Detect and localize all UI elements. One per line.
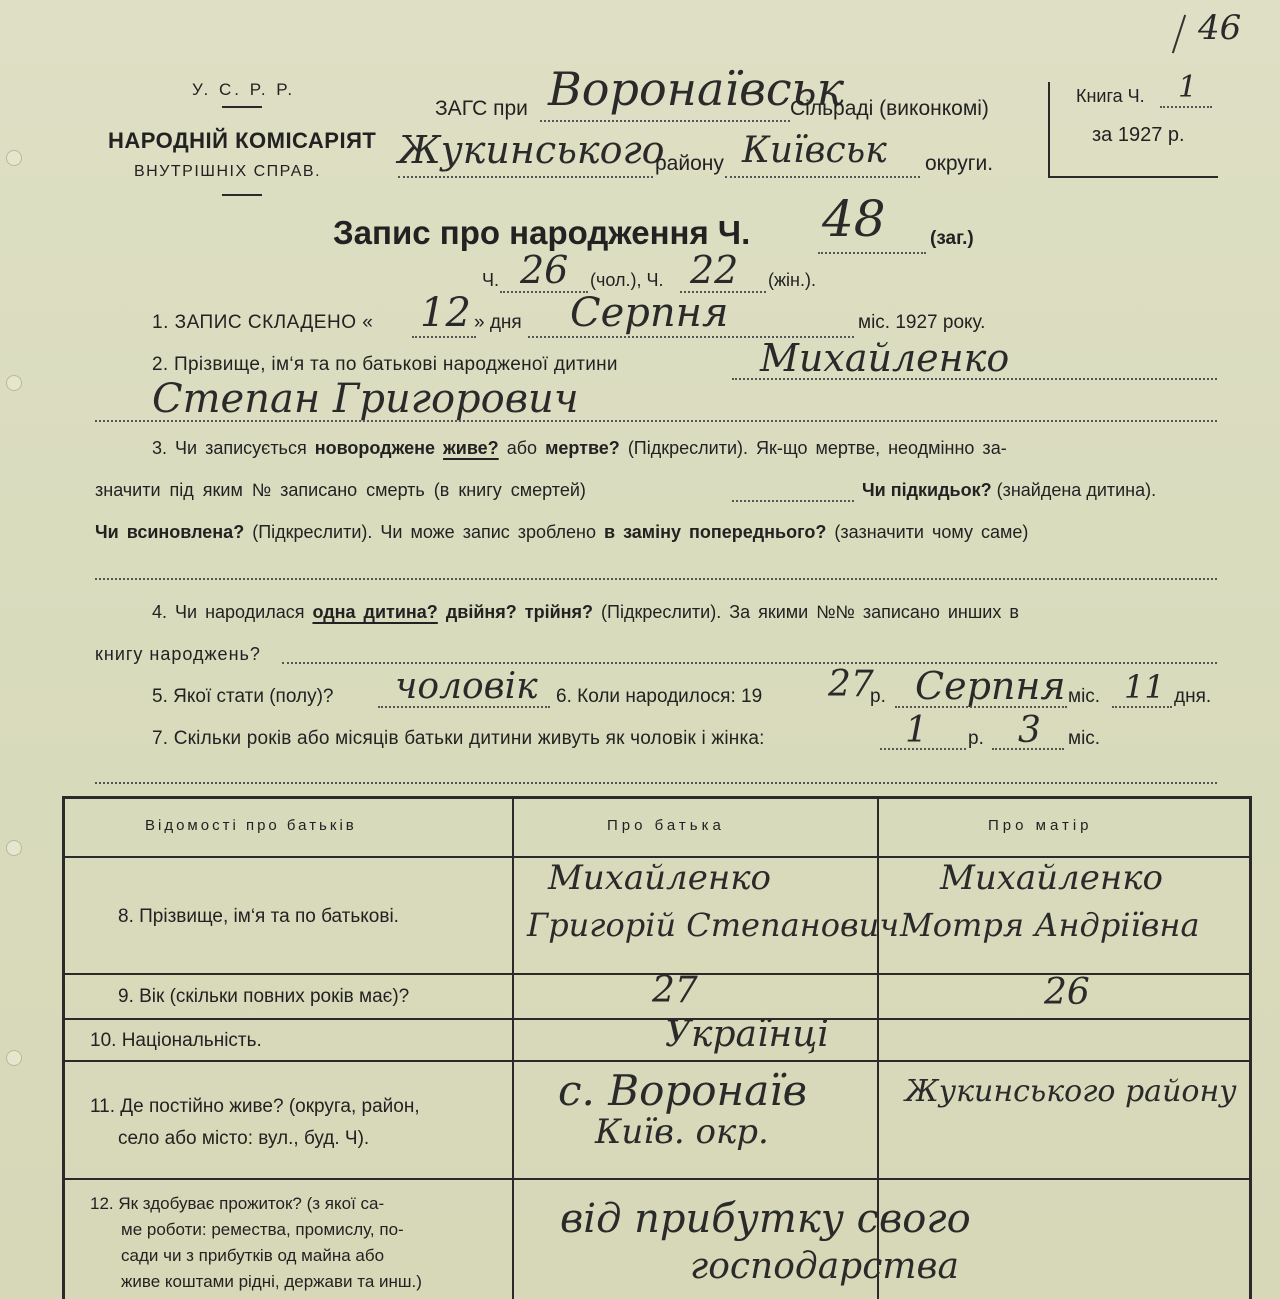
item7-years-line (880, 748, 966, 750)
binder-hole (6, 840, 22, 856)
item3-line3 (95, 522, 1028, 543)
item1-day-line (412, 336, 476, 338)
page-title: Запис про народження Ч. (333, 214, 751, 251)
item7-mis: міс. (1068, 728, 1101, 749)
item1-end: міс. 1927 року. (858, 312, 986, 333)
table-border-top (62, 796, 1252, 799)
okruha-handwriting: Київськ (742, 130, 887, 171)
item6-mis: міс. (1068, 686, 1101, 707)
item3-replacement: в заміну попереднього? (604, 522, 827, 542)
page-number: 46 (1198, 8, 1242, 48)
item3-line2-a: значити під яким № записано смерть (в книгу смертей) (95, 480, 586, 500)
item7-r: р. (968, 728, 984, 749)
row8-mother-name: Мотря Андріївна (900, 906, 1200, 944)
commissariat-label: НАРОДНІЙ КОМІСАРІЯТ (108, 128, 377, 153)
item6-month-line (895, 706, 1067, 708)
item3-line2-b (862, 480, 1156, 501)
row8-mother-surname: Михайленко (940, 858, 1163, 898)
row8-label: 8. Прізвище, ім‘я та по батькові. (118, 906, 399, 927)
row11-father-okruha: Київ. окр. (595, 1112, 769, 1152)
row12-income-line1: від прибутку свого (560, 1196, 971, 1242)
item7-label: 7. Скільки років або місяців батьки дитини живуть як чоловік і жінка: (152, 728, 765, 749)
item7-months-line (992, 748, 1064, 750)
okruha-line (725, 176, 920, 178)
item6-year-handwriting: 27 (828, 664, 874, 705)
title-suffix: (заг.) (930, 228, 974, 249)
row8-father-surname: Михайленко (548, 858, 771, 898)
item4-text-a: 4. Чи народилася (152, 602, 305, 622)
item1-mid: » дня (474, 312, 522, 333)
item4-blank-line (282, 662, 1217, 664)
item4-triplets: трійня? (524, 602, 594, 622)
record-number-line (818, 252, 926, 254)
item1-day-handwriting: 12 (420, 290, 471, 336)
row11-mother-district: Жукинського району (905, 1074, 1237, 1109)
female-label: (жін.). (768, 270, 816, 290)
row9-father-age: 27 (652, 970, 698, 1011)
okruha-label: округи. (925, 152, 994, 175)
male-label: (чол.), Ч. (590, 270, 664, 290)
item2-surname-handwriting: Михайленко (760, 336, 1010, 380)
male-count-handwriting: 26 (520, 248, 569, 292)
item7-months-handwriting: 3 (1018, 710, 1041, 751)
item6-dnya: дня. (1174, 686, 1212, 707)
item3-text-k: (Підкреслити). Чи може запис зроблено (252, 522, 596, 542)
record-number-handwriting: 48 (822, 190, 886, 248)
sub-ch-label: Ч. (482, 270, 499, 290)
row10-label: 10. Національність. (90, 1030, 262, 1051)
row11-father-village: с. Воронаїв (558, 1066, 808, 1115)
book-year: за 1927 р. (1092, 124, 1185, 146)
header-divider (222, 106, 262, 108)
republic-label: У. С. Р. Р. (192, 80, 296, 99)
table-header-father: Про батька (607, 817, 725, 834)
item3-text-f: (Підкреслити). Як-що мертве, неодмінно за- (627, 438, 1007, 458)
row12-label-line3: сади чи з прибутків од майна або (121, 1246, 385, 1265)
row9-mother-age: 26 (1044, 972, 1090, 1013)
binder-hole (6, 375, 22, 391)
row11-label-line1: 11. Де постійно живе? (округа, район, (90, 1096, 420, 1117)
item7-blank-line (95, 782, 1217, 784)
item2-name-line (95, 420, 1217, 422)
book-number-handwriting: 1 (1178, 70, 1198, 105)
row12-label-line1: 12. Як здобуває прожиток? (з якої са- (90, 1194, 385, 1213)
department-label: ВНУТРІШНІХ СПРАВ. (134, 163, 322, 180)
binder-hole (6, 1050, 22, 1066)
page-number-stroke (1172, 15, 1186, 54)
header-divider (222, 194, 262, 196)
table-border-left (62, 796, 65, 1299)
item4-line2: книгу народжень? (95, 644, 261, 664)
item6-day-line (1112, 706, 1172, 708)
item3-blank-line (95, 578, 1217, 580)
item3-text-a: 3. Чи записується (152, 438, 307, 458)
row10-nationality: Українці (665, 1014, 829, 1055)
row12-income-line2: господарства (690, 1246, 959, 1287)
district-label: району (655, 152, 724, 175)
book-number-line (1160, 106, 1212, 108)
table-border-right (1249, 796, 1252, 1299)
item5-sex-line (378, 706, 550, 708)
item3-or: або (506, 438, 538, 458)
item1-label: 1. ЗАПИС СКЛАДЕНО « (152, 312, 374, 333)
zags-prefix: ЗАГС при (435, 97, 528, 120)
item3-line1 (152, 438, 1007, 459)
item4-one-child-underlined: одна дитина? (312, 602, 438, 622)
item7-years-handwriting: 1 (905, 710, 928, 751)
table-row-divider (62, 1060, 1252, 1062)
item6-month-handwriting: Серпня (915, 664, 1066, 708)
item2-label: 2. Прізвище, ім‘я та по батькові народженої дитини (152, 354, 618, 375)
table-col-divider (512, 796, 514, 1299)
binder-hole (6, 150, 22, 166)
table-row-divider (62, 1178, 1252, 1180)
district-line (398, 176, 653, 178)
table-header-mother: Про матір (988, 817, 1093, 834)
item5-sex-handwriting: чоловік (395, 666, 538, 707)
row11-label-line2: село або місто: вул., буд. Ч). (118, 1128, 370, 1149)
book-label: Книга Ч. (1076, 86, 1145, 106)
row12-label-line2: ме роботи: ремества, промислу, по- (121, 1220, 404, 1239)
item3-newborn: новороджене (314, 438, 435, 458)
item3-foundling: Чи підкидьок? (862, 480, 992, 500)
table-header-info: Відомості про батьків (145, 817, 357, 834)
item3-dead: мертве? (545, 438, 620, 458)
item4-line1 (152, 602, 1019, 623)
table-row-divider (62, 1018, 1252, 1020)
item3-death-line (732, 500, 854, 502)
item6-label: 6. Коли народилося: 19 (556, 686, 763, 707)
zags-village-line (540, 120, 790, 122)
item4-text-e: (Підкреслити). За якими №№ записано инших в (601, 602, 1019, 622)
item5-label: 5. Якої стати (полу)? (152, 686, 334, 707)
item1-month-handwriting: Серпня (570, 290, 729, 336)
item2-name-handwriting: Степан Григорович (152, 376, 579, 422)
zags-suffix: Сільраді (виконкомі) (790, 97, 989, 120)
item4-twins: двійня? (445, 602, 517, 622)
female-count-handwriting: 22 (690, 248, 739, 292)
item3-alive-underlined: живе? (443, 438, 499, 458)
item2-surname-line (732, 378, 1217, 380)
row12-label-line4: живе коштами рідні, держави та инш.) (121, 1272, 422, 1291)
item3-text-m: (зазначити чому саме) (834, 522, 1029, 542)
row8-father-name: Григорій Степанович (527, 906, 900, 944)
zags-village-handwriting: Воронаївськ (548, 62, 845, 116)
row9-label: 9. Вік (скільки повних років має)? (118, 986, 410, 1007)
item3-adopted: Чи всиновлена? (95, 522, 245, 542)
district-handwriting: Жукинського (398, 128, 665, 172)
item3-found-child: (знайдена дитина). (996, 480, 1157, 500)
item6-day-handwriting: 11 (1124, 668, 1165, 706)
item6-r: р. (870, 686, 886, 707)
